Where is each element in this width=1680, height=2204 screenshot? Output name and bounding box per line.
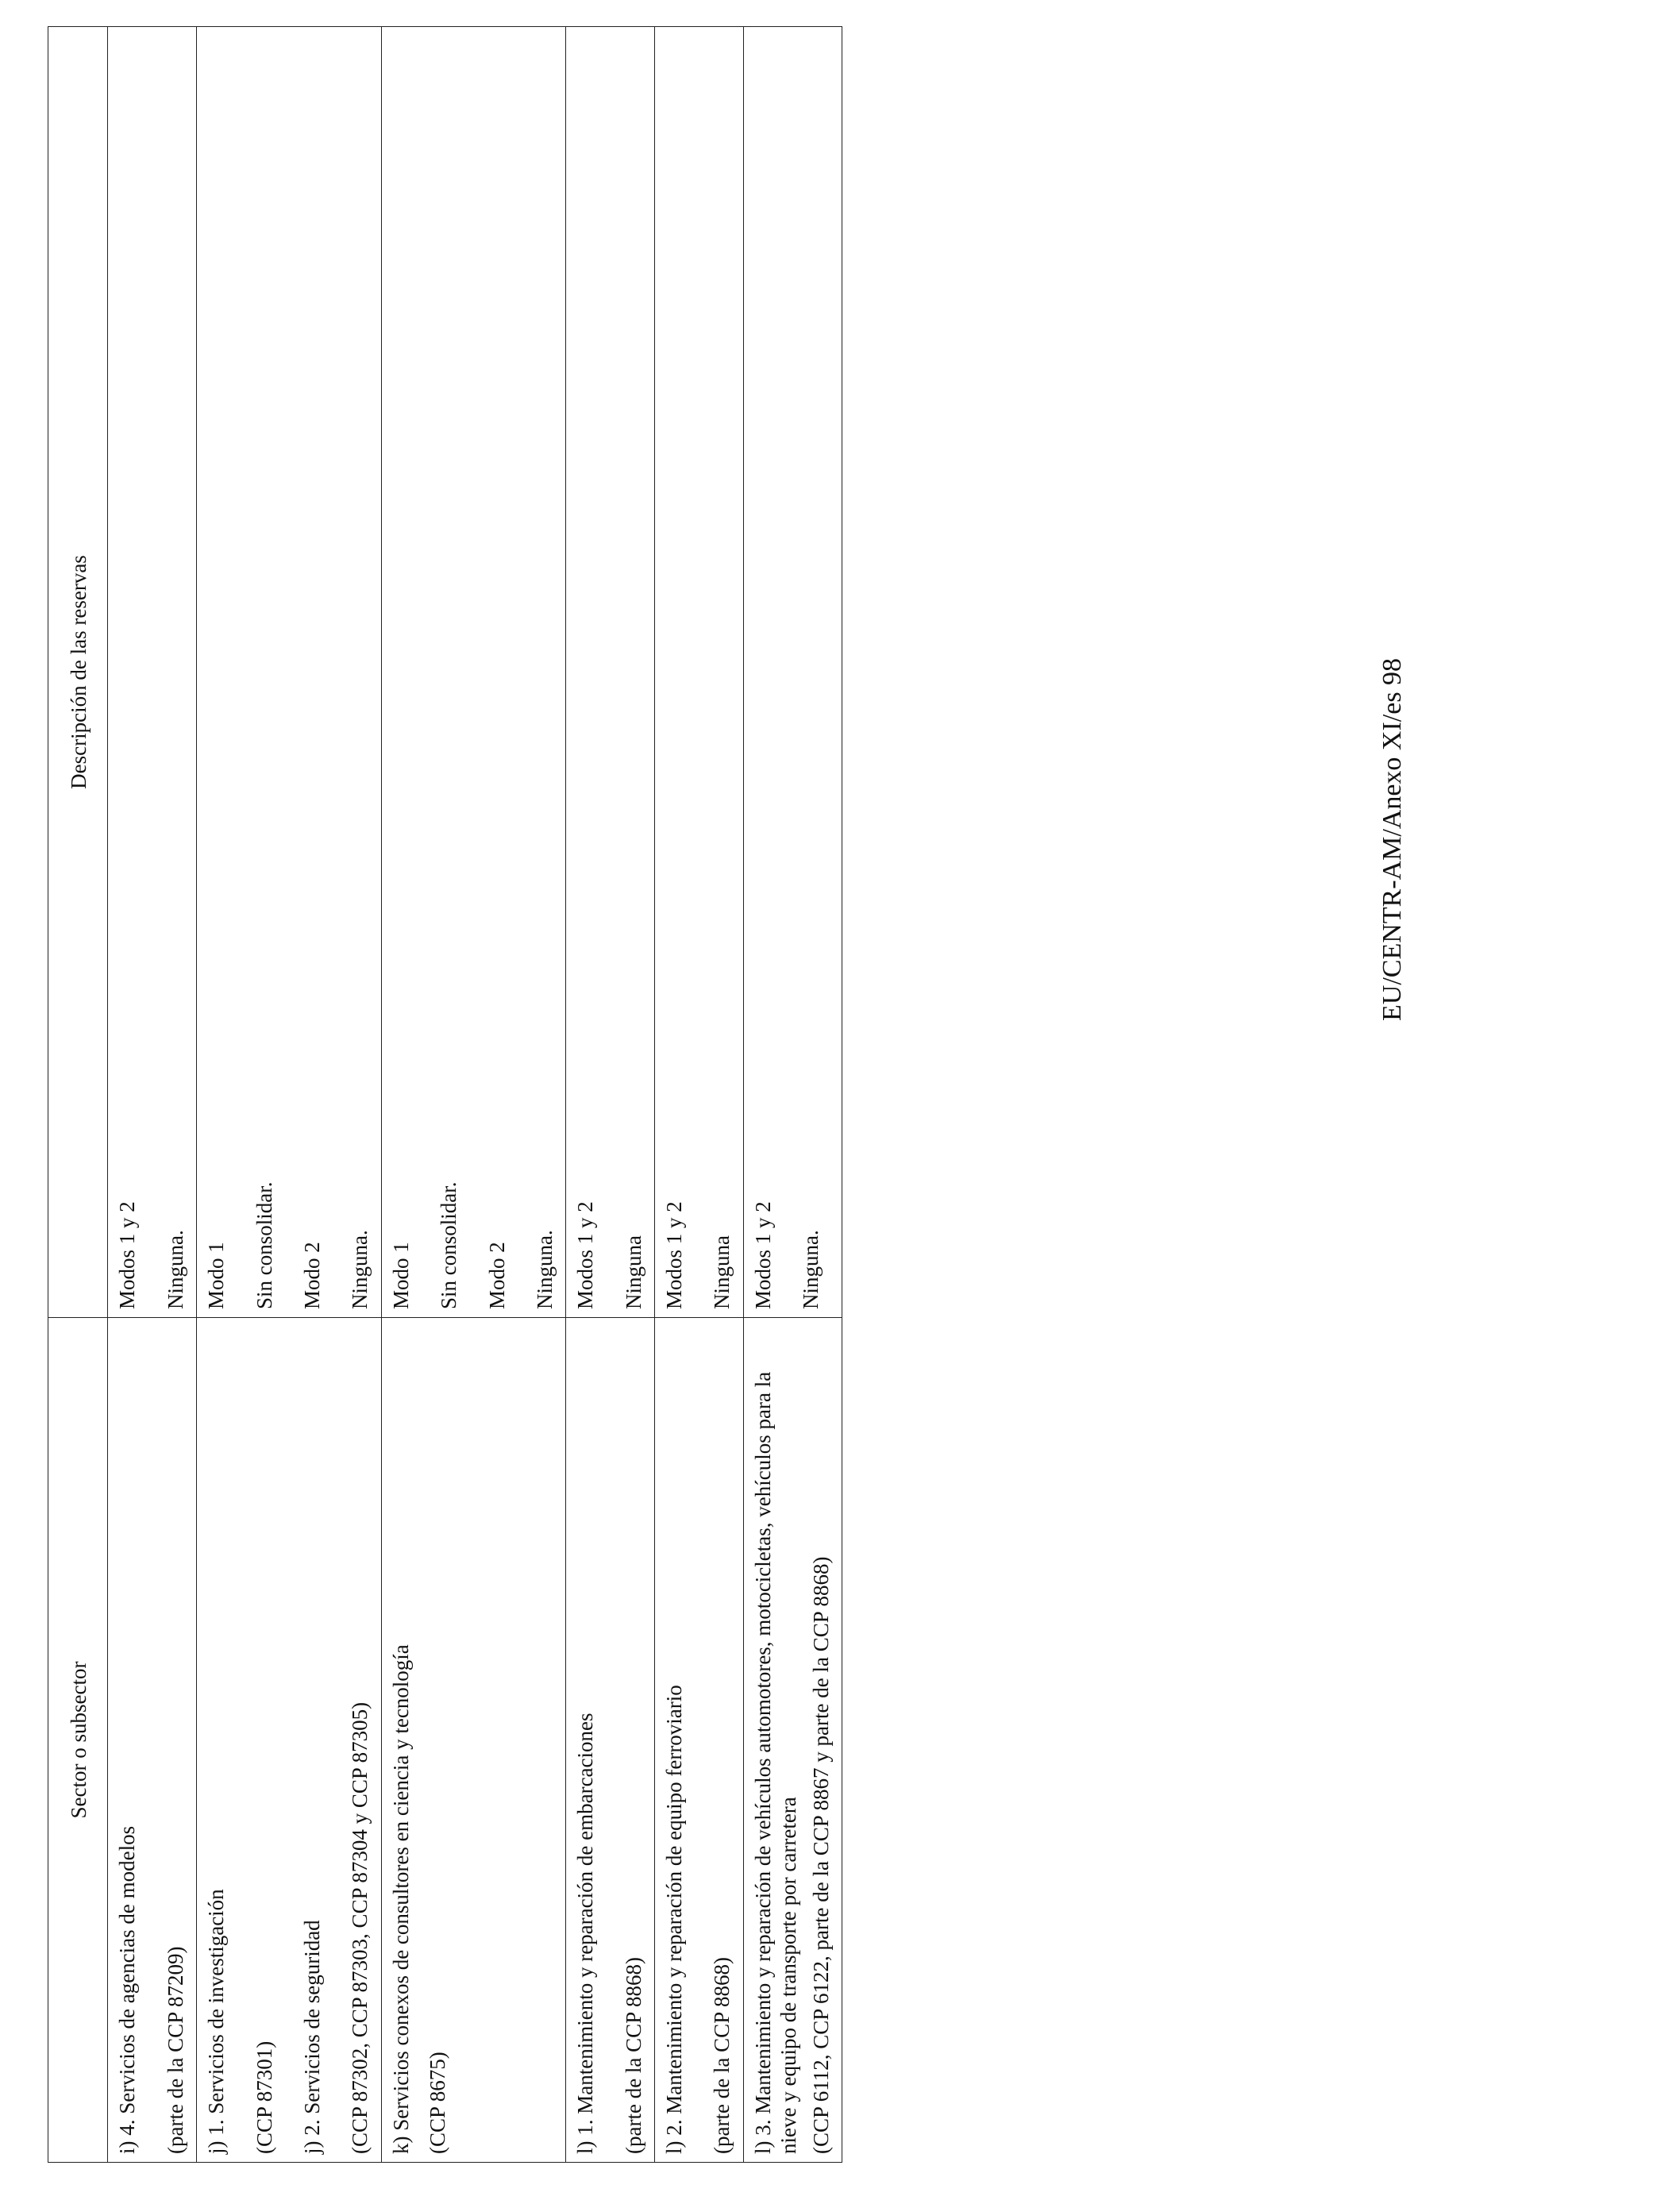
reserve-mode: Modo 2 xyxy=(484,1242,509,1309)
sector-text: i) 4. Servicios de agencias de modelos xyxy=(115,1825,140,2154)
sector-code: (parte de la CCP 8868) xyxy=(621,1957,645,2154)
reserves-cell xyxy=(566,913,655,1318)
sector-code: (CCP 87301) xyxy=(252,2040,276,2154)
rotated-page xyxy=(0,37,1680,2204)
table-row xyxy=(381,26,566,2162)
reserves-cell xyxy=(381,913,566,1318)
sector-cell xyxy=(108,1318,197,2163)
reserves-cell xyxy=(655,913,744,1318)
sector-cell xyxy=(566,1318,655,2163)
reserve-mode: Modo 1 xyxy=(204,1242,229,1309)
reserve-mode: Modos 1 y 2 xyxy=(573,1201,598,1309)
table-row xyxy=(197,26,382,2162)
reserve-mode: Modos 1 y 2 xyxy=(662,1201,687,1309)
reserve-mode: Modos 1 y 2 xyxy=(750,1201,775,1309)
sector-code: (CCP 87302, CCP 87303, CCP 87304 y CCP 87305) xyxy=(348,1701,372,2154)
table-row xyxy=(566,26,655,2162)
sector-text: k) Servicios conexos de consultores en ciencia y tecnología xyxy=(388,1644,413,2154)
reserve-text: Sin consolidar. xyxy=(437,1181,461,1309)
reserves-blank-cell xyxy=(566,26,655,912)
sector-cell xyxy=(197,1318,382,2163)
sector-code: (CCP 6112, CCP 6122, parte de la CCP 8867 y parte de la CCP 8868) xyxy=(808,1556,833,2154)
reserve-text: Sin consolidar. xyxy=(252,1181,276,1309)
reserves-blank-cell xyxy=(655,26,744,912)
reserves-blank-cell xyxy=(381,26,566,912)
sector-text: l) 3. Mantenimiento y reparación de vehículos automotores, motocicletas, vehículos para la nieve y equipo de transporte por carretera xyxy=(750,1371,801,2154)
document-reference: EU/CENTR-AM/Anexo XI/es 98 xyxy=(1378,657,1407,1021)
sector-code: (parte de la CCP 8868) xyxy=(710,1957,734,2154)
reserves-cell xyxy=(197,913,382,1318)
sector-text: l) 2. Mantenimiento y reparación de equipo ferroviario xyxy=(662,1685,687,2154)
header-sector: Sector o subsector xyxy=(48,1318,108,2163)
sector-text: l) 1. Mantenimiento y reparación de embarcaciones xyxy=(573,1713,598,2154)
reserve-text: Ninguna. xyxy=(348,1230,372,1309)
reserves-blank-cell xyxy=(108,26,197,912)
reserve-mode: Modo 1 xyxy=(388,1242,413,1309)
sector-cell xyxy=(381,1318,566,2163)
sector-text: j) 1. Servicios de investigación xyxy=(204,1889,229,2154)
reserve-mode: Modo 2 xyxy=(299,1242,324,1309)
reserves-cell xyxy=(108,913,197,1318)
reserve-text: Ninguna xyxy=(621,1235,645,1309)
reservations-table xyxy=(48,26,842,2163)
reserves-cell xyxy=(743,913,842,1318)
sector-code: (CCP 8675) xyxy=(426,2052,450,2154)
reserve-text: Ninguna. xyxy=(532,1230,557,1309)
sector-cell xyxy=(655,1318,744,2163)
reserve-text: Ninguna. xyxy=(799,1230,823,1309)
reserves-blank-cell xyxy=(743,26,842,912)
table-row xyxy=(108,26,197,2162)
reserve-text: Ninguna. xyxy=(163,1230,187,1309)
table-row xyxy=(743,26,842,2162)
sector-code: (parte de la CCP 87209) xyxy=(163,1946,187,2154)
reserves-blank-cell xyxy=(197,26,382,912)
sector-cell xyxy=(743,1318,842,2163)
sector-text: j) 2. Servicios de seguridad xyxy=(299,1920,324,2154)
table-row xyxy=(655,26,744,2162)
header-description: Descripción de las reservas xyxy=(48,26,108,1317)
table-header-row xyxy=(48,26,108,2162)
reserve-mode: Modos 1 y 2 xyxy=(115,1201,140,1309)
reserve-text: Ninguna xyxy=(710,1235,734,1309)
